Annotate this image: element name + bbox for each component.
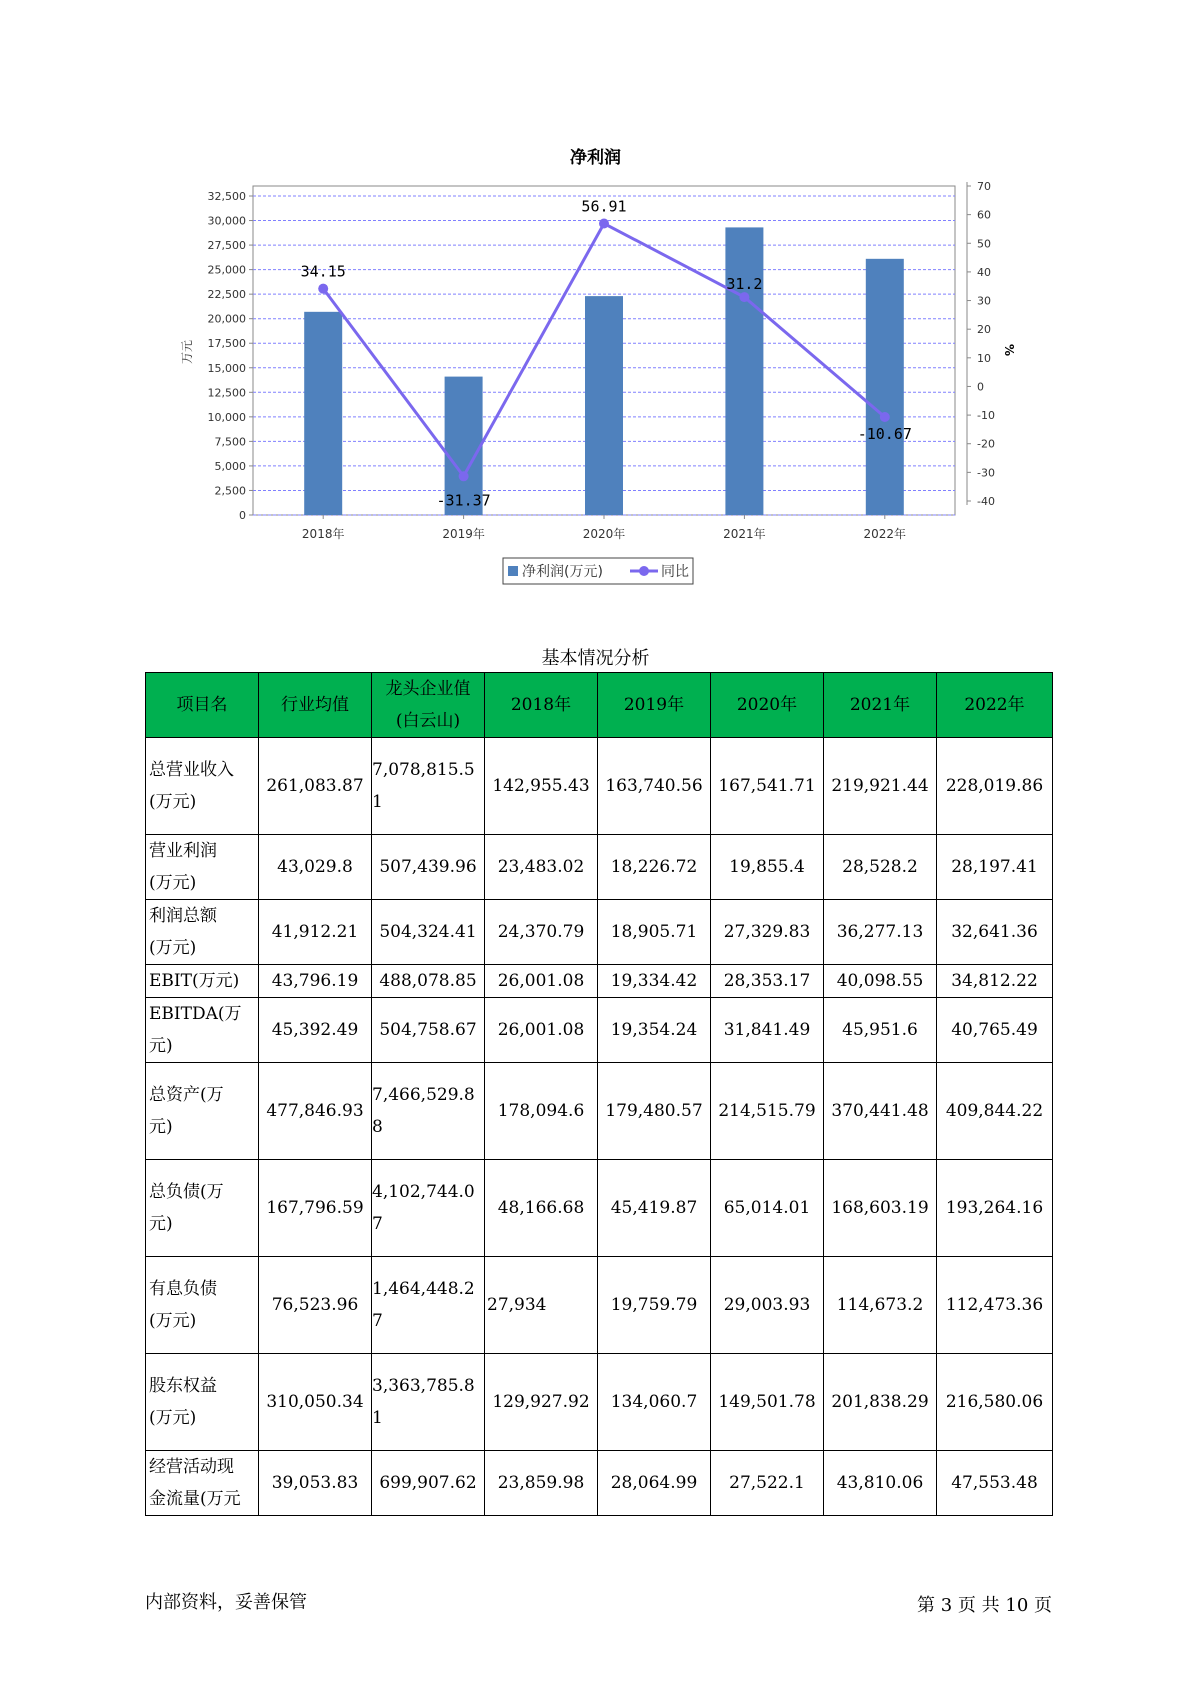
value-cell: 168,603.19 (824, 1160, 937, 1257)
y-axis-tick-label: 0 (239, 509, 246, 522)
value-cell: 26,001.08 (485, 998, 598, 1063)
table-header-cell: 2021年 (824, 673, 937, 738)
value-cell: 45,392.49 (259, 998, 372, 1063)
legend-line-label: 同比 (661, 564, 689, 580)
value-cell: 43,810.06 (824, 1451, 937, 1516)
value-cell: 36,277.13 (824, 900, 937, 965)
y-axis-tick-label: 15,000 (207, 361, 246, 375)
y-axis-tick-label: 30,000 (207, 214, 246, 228)
value-cell: 507,439.96 (372, 835, 485, 900)
value-cell: 27,522.1 (711, 1451, 824, 1516)
x-axis-tick-label: 2019年 (442, 527, 485, 541)
y-axis-tick-label: 12,500 (207, 386, 246, 400)
value-cell: 7,466,529.88 (372, 1063, 485, 1160)
row-name-cell: EBIT(万元) (146, 965, 259, 998)
value-cell: 45,951.6 (824, 998, 937, 1063)
value-cell: 18,905.71 (598, 900, 711, 965)
value-cell: 179,480.57 (598, 1063, 711, 1160)
value-cell: 28,528.2 (824, 835, 937, 900)
footer-confidential-note: 内部资料，妥善保管 (145, 1592, 307, 1613)
value-cell: 28,197.41 (937, 835, 1053, 900)
table-row (146, 1451, 1053, 1516)
net-profit-chart (0, 0, 1191, 600)
y2-axis-tick-label: 40 (977, 265, 991, 279)
y2-axis-tick-label: 60 (977, 208, 991, 222)
yoy-point (459, 471, 469, 481)
value-cell: 27,329.83 (711, 900, 824, 965)
row-name-cell: 有息负债 (万元) (146, 1257, 259, 1354)
y2-axis-label: % (1002, 343, 1016, 357)
x-axis-tick-label: 2020年 (582, 527, 626, 541)
value-cell: 370,441.48 (824, 1063, 937, 1160)
bar (304, 312, 342, 515)
value-cell: 477,846.93 (259, 1063, 372, 1160)
chart-title: 净利润 (570, 148, 621, 168)
value-cell: 142,955.43 (485, 738, 598, 835)
value-cell: 40,098.55 (824, 965, 937, 998)
bar (725, 227, 763, 515)
value-cell: 19,334.42 (598, 965, 711, 998)
y-axis-tick-label: 10,000 (207, 410, 246, 424)
value-cell: 504,758.67 (372, 998, 485, 1063)
row-name-cell: 经营活动现 金流量(万元 (146, 1451, 259, 1516)
y-axis-tick-label: 32,500 (207, 190, 246, 203)
table-header-cell: 2020年 (711, 673, 824, 738)
x-axis-tick-label: 2022年 (863, 527, 907, 541)
value-cell: 261,083.87 (259, 738, 372, 835)
value-cell: 167,541.71 (711, 738, 824, 835)
x-axis-tick-label: 2021年 (723, 527, 766, 541)
value-cell: 24,370.79 (485, 900, 598, 965)
value-cell: 34,812.22 (937, 965, 1053, 998)
row-name-cell: 股东权益 (万元) (146, 1354, 259, 1451)
yoy-data-label: 34.15 (300, 262, 346, 281)
value-cell: 193,264.16 (937, 1160, 1053, 1257)
value-cell: 699,907.62 (372, 1451, 485, 1516)
y2-axis-tick-label: -20 (977, 437, 995, 451)
bar (866, 259, 904, 515)
table-header-cell: 行业均值 (259, 673, 372, 738)
value-cell: 219,921.44 (824, 738, 937, 835)
y2-axis-tick-label: 0 (977, 380, 984, 394)
table-header-cell: 2019年 (598, 673, 711, 738)
value-cell: 216,580.06 (937, 1354, 1053, 1451)
yoy-point (599, 218, 609, 228)
yoy-data-label: 56.91 (581, 197, 627, 216)
y2-axis-tick-label: 30 (977, 294, 991, 308)
y2-axis-tick-label: -40 (977, 495, 995, 508)
value-cell: 112,473.36 (937, 1257, 1053, 1354)
y2-axis-tick-label: 10 (977, 351, 991, 365)
footer-page-number: 第 3 页 共 10 页 (917, 1595, 1052, 1616)
value-cell: 31,841.49 (711, 998, 824, 1063)
legend-bar-swatch (508, 566, 518, 576)
value-cell: 129,927.92 (485, 1354, 598, 1451)
table-header-cell: 2022年 (937, 673, 1053, 738)
table-row (146, 1257, 1053, 1354)
value-cell: 310,050.34 (259, 1354, 372, 1451)
value-cell: 163,740.56 (598, 738, 711, 835)
table-header-cell: 2018年 (485, 673, 598, 738)
legend-bar-label: 净利润(万元) (522, 564, 603, 580)
y-axis-tick-label: 7,500 (214, 435, 246, 449)
row-name-cell: EBITDA(万 元) (146, 998, 259, 1063)
y-axis-tick-label: 25,000 (207, 263, 246, 277)
value-cell: 76,523.96 (259, 1257, 372, 1354)
value-cell: 201,838.29 (824, 1354, 937, 1451)
value-cell: 23,483.02 (485, 835, 598, 900)
value-cell: 27,934 (485, 1257, 598, 1354)
table-caption: 基本情况分析 (541, 648, 650, 669)
value-cell: 134,060.7 (598, 1354, 711, 1451)
table-row (146, 1354, 1053, 1451)
value-cell: 41,912.21 (259, 900, 372, 965)
value-cell: 32,641.36 (937, 900, 1053, 965)
value-cell: 40,765.49 (937, 998, 1053, 1063)
table-row (146, 835, 1053, 900)
table-row (146, 900, 1053, 965)
value-cell: 28,064.99 (598, 1451, 711, 1516)
y-axis-label: 万元 (180, 339, 194, 365)
value-cell: 178,094.6 (485, 1063, 598, 1160)
value-cell: 19,855.4 (711, 835, 824, 900)
value-cell: 19,759.79 (598, 1257, 711, 1354)
row-name-cell: 营业利润 (万元) (146, 835, 259, 900)
value-cell: 409,844.22 (937, 1063, 1053, 1160)
yoy-data-label: -31.37 (436, 491, 491, 510)
table-row (146, 1160, 1053, 1257)
value-cell: 504,324.41 (372, 900, 485, 965)
value-cell: 48,166.68 (485, 1160, 598, 1257)
row-name-cell: 总负债(万 元) (146, 1160, 259, 1257)
yoy-point (739, 292, 749, 302)
table-row (146, 965, 1053, 998)
yoy-data-label: -10.67 (857, 425, 912, 444)
value-cell: 18,226.72 (598, 835, 711, 900)
yoy-point (318, 284, 328, 294)
y-axis-tick-label: 20,000 (207, 312, 246, 326)
value-cell: 19,354.24 (598, 998, 711, 1063)
value-cell: 1,464,448.27 (372, 1257, 485, 1354)
value-cell: 228,019.86 (937, 738, 1053, 835)
y2-axis-tick-label: -10 (977, 409, 995, 423)
y2-axis-tick-label: 50 (977, 237, 991, 251)
y2-axis-tick-label: 70 (977, 180, 991, 193)
row-name-cell: 总资产(万 元) (146, 1063, 259, 1160)
value-cell: 45,419.87 (598, 1160, 711, 1257)
value-cell: 167,796.59 (259, 1160, 372, 1257)
value-cell: 3,363,785.81 (372, 1354, 485, 1451)
analysis-table (145, 672, 1053, 1516)
yoy-data-label: 31.2 (726, 275, 763, 294)
table-header-cell: 项目名 (146, 673, 259, 738)
value-cell: 65,014.01 (711, 1160, 824, 1257)
y2-axis-tick-label: -30 (977, 466, 995, 480)
bar (585, 296, 623, 515)
table-row (146, 738, 1053, 835)
table-row (146, 1063, 1053, 1160)
table-row (146, 998, 1053, 1063)
value-cell: 28,353.17 (711, 965, 824, 998)
y-axis-tick-label: 2,500 (214, 484, 246, 498)
value-cell: 47,553.48 (937, 1451, 1053, 1516)
y-axis-tick-label: 22,500 (207, 288, 246, 302)
table-header-cell: 龙头企业值 (白云山) (372, 673, 485, 738)
table-header-row (146, 673, 1053, 738)
value-cell: 39,053.83 (259, 1451, 372, 1516)
value-cell: 149,501.78 (711, 1354, 824, 1451)
value-cell: 488,078.85 (372, 965, 485, 998)
value-cell: 26,001.08 (485, 965, 598, 998)
yoy-point (880, 412, 890, 422)
legend-line-marker (639, 566, 649, 576)
value-cell: 29,003.93 (711, 1257, 824, 1354)
value-cell: 43,029.8 (259, 835, 372, 900)
y-axis-tick-label: 27,500 (207, 239, 246, 253)
row-name-cell: 总营业收入 (万元) (146, 738, 259, 835)
value-cell: 23,859.98 (485, 1451, 598, 1516)
x-axis-tick-label: 2018年 (301, 527, 345, 541)
y-axis-tick-label: 5,000 (214, 459, 246, 473)
value-cell: 114,673.2 (824, 1257, 937, 1354)
y-axis-tick-label: 17,500 (207, 337, 246, 351)
value-cell: 43,796.19 (259, 965, 372, 998)
value-cell: 4,102,744.07 (372, 1160, 485, 1257)
row-name-cell: 利润总额 (万元) (146, 900, 259, 965)
table-body (146, 738, 1053, 1516)
value-cell: 214,515.79 (711, 1063, 824, 1160)
value-cell: 7,078,815.51 (372, 738, 485, 835)
y2-axis-tick-label: 20 (977, 323, 991, 337)
